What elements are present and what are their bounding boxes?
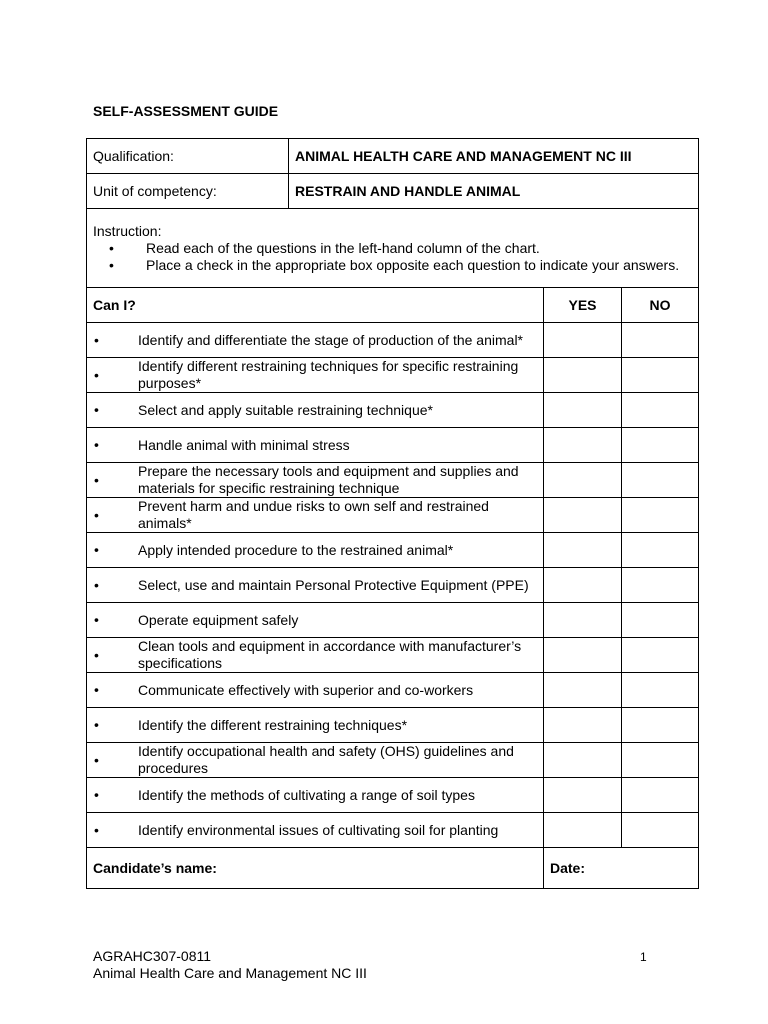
checklist-row bbox=[87, 743, 699, 778]
checklist-row bbox=[87, 813, 699, 848]
checklist-row bbox=[87, 708, 699, 743]
bullet-icon: • bbox=[94, 611, 99, 628]
bullet-icon: • bbox=[94, 716, 99, 733]
date-field[interactable]: Date: bbox=[544, 848, 699, 889]
checklist-row bbox=[87, 778, 699, 813]
bullet-icon: • bbox=[94, 577, 99, 593]
checklist-row bbox=[87, 428, 699, 463]
no-checkbox-cell[interactable] bbox=[622, 498, 699, 533]
checklist-question: • Handle animal with minimal stress bbox=[87, 428, 544, 463]
no-header: NO bbox=[622, 288, 699, 323]
checklist-question: • Identify the different restraining techniques* bbox=[87, 708, 544, 743]
checklist-question: • Operate equipment safely bbox=[87, 603, 544, 638]
no-checkbox-cell[interactable] bbox=[622, 323, 699, 358]
yes-checkbox-cell[interactable] bbox=[544, 358, 622, 393]
checklist-question: • Identify the methods of cultivating a range of soil types bbox=[87, 778, 544, 813]
unit-row bbox=[87, 174, 699, 209]
bullet-icon: • bbox=[94, 647, 99, 663]
unit-label: Unit of competency: bbox=[87, 174, 289, 209]
checklist-question: • Select, use and maintain Personal Protective Equipment (PPE) bbox=[87, 568, 544, 603]
signature-row bbox=[87, 848, 699, 889]
yes-checkbox-cell[interactable] bbox=[544, 638, 622, 673]
no-checkbox-cell[interactable] bbox=[622, 708, 699, 743]
bullet-icon: • bbox=[94, 367, 99, 383]
bullet-icon: • bbox=[94, 681, 99, 698]
checklist-question: • Select and apply suitable restraining technique* bbox=[87, 393, 544, 428]
no-checkbox-cell[interactable] bbox=[622, 778, 699, 813]
checklist-row bbox=[87, 673, 699, 708]
checklist-question: • Apply intended procedure to the restrained animal* bbox=[87, 533, 544, 568]
checklist-row bbox=[87, 323, 699, 358]
document-title: SELF-ASSESSMENT GUIDE bbox=[93, 103, 279, 119]
yes-checkbox-cell[interactable] bbox=[544, 568, 622, 603]
checklist-row bbox=[87, 498, 699, 533]
no-checkbox-cell[interactable] bbox=[622, 638, 699, 673]
bullet-icon: • bbox=[109, 256, 114, 273]
checklist-row bbox=[87, 638, 699, 673]
bullet-icon: • bbox=[94, 822, 99, 838]
yes-checkbox-cell[interactable] bbox=[544, 463, 622, 498]
no-checkbox-cell[interactable] bbox=[622, 568, 699, 603]
no-checkbox-cell[interactable] bbox=[622, 673, 699, 708]
checklist-row bbox=[87, 393, 699, 428]
no-checkbox-cell[interactable] bbox=[622, 743, 699, 778]
checklist-question: • Identify environmental issues of cultivating soil for planting bbox=[87, 813, 544, 848]
checklist-question: • Identify occupational health and safety (OHS) guidelines and procedures bbox=[87, 743, 544, 778]
bullet-icon: • bbox=[109, 239, 114, 256]
no-checkbox-cell[interactable] bbox=[622, 813, 699, 848]
instruction-item: • Read each of the questions in the left-hand column of the chart. bbox=[109, 239, 540, 256]
yes-checkbox-cell[interactable] bbox=[544, 533, 622, 568]
yes-checkbox-cell[interactable] bbox=[544, 813, 622, 848]
instruction-label: Instruction: bbox=[93, 222, 162, 239]
yes-checkbox-cell[interactable] bbox=[544, 603, 622, 638]
checklist-question: • Prevent harm and undue risks to own self and restrained animals* bbox=[87, 498, 544, 533]
bullet-icon: • bbox=[94, 332, 99, 348]
bullet-icon: • bbox=[94, 786, 99, 803]
checklist-question: • Communicate effectively with superior and co-workers bbox=[87, 673, 544, 708]
no-checkbox-cell[interactable] bbox=[622, 603, 699, 638]
checklist-row bbox=[87, 603, 699, 638]
candidate-name-field[interactable]: Candidate’s name: bbox=[87, 848, 544, 889]
yes-checkbox-cell[interactable] bbox=[544, 708, 622, 743]
footer-subtitle: Animal Health Care and Management NC III bbox=[93, 965, 367, 981]
yes-checkbox-cell[interactable] bbox=[544, 393, 622, 428]
no-checkbox-cell[interactable] bbox=[622, 428, 699, 463]
checklist-row bbox=[87, 358, 699, 393]
instruction-row bbox=[87, 209, 699, 288]
qualification-value: ANIMAL HEALTH CARE AND MANAGEMENT NC III bbox=[289, 139, 699, 174]
qualification-label: Qualification: bbox=[87, 139, 289, 174]
self-assessment-table bbox=[86, 138, 699, 889]
instruction-item: • Place a check in the appropriate box opposite each question to indicate your answers. bbox=[109, 256, 680, 273]
bullet-icon: • bbox=[94, 436, 99, 453]
no-checkbox-cell[interactable] bbox=[622, 358, 699, 393]
bullet-icon: • bbox=[94, 507, 99, 523]
checklist-row bbox=[87, 533, 699, 568]
no-checkbox-cell[interactable] bbox=[622, 533, 699, 568]
checklist-row bbox=[87, 463, 699, 498]
yes-checkbox-cell[interactable] bbox=[544, 428, 622, 463]
instruction-list bbox=[93, 240, 692, 274]
qualification-row bbox=[87, 139, 699, 174]
unit-value: RESTRAIN AND HANDLE ANIMAL bbox=[289, 174, 699, 209]
checklist-question: • Identify different restraining techniques for specific restraining purposes* bbox=[87, 358, 544, 393]
checklist-header-row bbox=[87, 288, 699, 323]
bullet-icon: • bbox=[94, 401, 99, 418]
yes-checkbox-cell[interactable] bbox=[544, 498, 622, 533]
checklist-question: • Identify and differentiate the stage of production of the animal* bbox=[87, 323, 544, 358]
no-checkbox-cell[interactable] bbox=[622, 393, 699, 428]
checklist-row bbox=[87, 568, 699, 603]
bullet-icon: • bbox=[94, 472, 99, 488]
can-i-header: Can I? bbox=[87, 288, 544, 323]
checklist-question: • Clean tools and equipment in accordance with manufacturer’s specifications bbox=[87, 638, 544, 673]
yes-checkbox-cell[interactable] bbox=[544, 743, 622, 778]
yes-checkbox-cell[interactable] bbox=[544, 673, 622, 708]
no-checkbox-cell[interactable] bbox=[622, 463, 699, 498]
bullet-icon: • bbox=[94, 752, 99, 768]
page-number: 1 bbox=[640, 950, 647, 964]
bullet-icon: • bbox=[94, 541, 99, 558]
yes-header: YES bbox=[544, 288, 622, 323]
checklist-question: • Prepare the necessary tools and equipment and supplies and materials for specific restraining technique bbox=[87, 463, 544, 498]
footer-code: AGRAHC307-0811 bbox=[93, 948, 212, 964]
yes-checkbox-cell[interactable] bbox=[544, 778, 622, 813]
instruction-cell bbox=[87, 209, 699, 288]
yes-checkbox-cell[interactable] bbox=[544, 323, 622, 358]
